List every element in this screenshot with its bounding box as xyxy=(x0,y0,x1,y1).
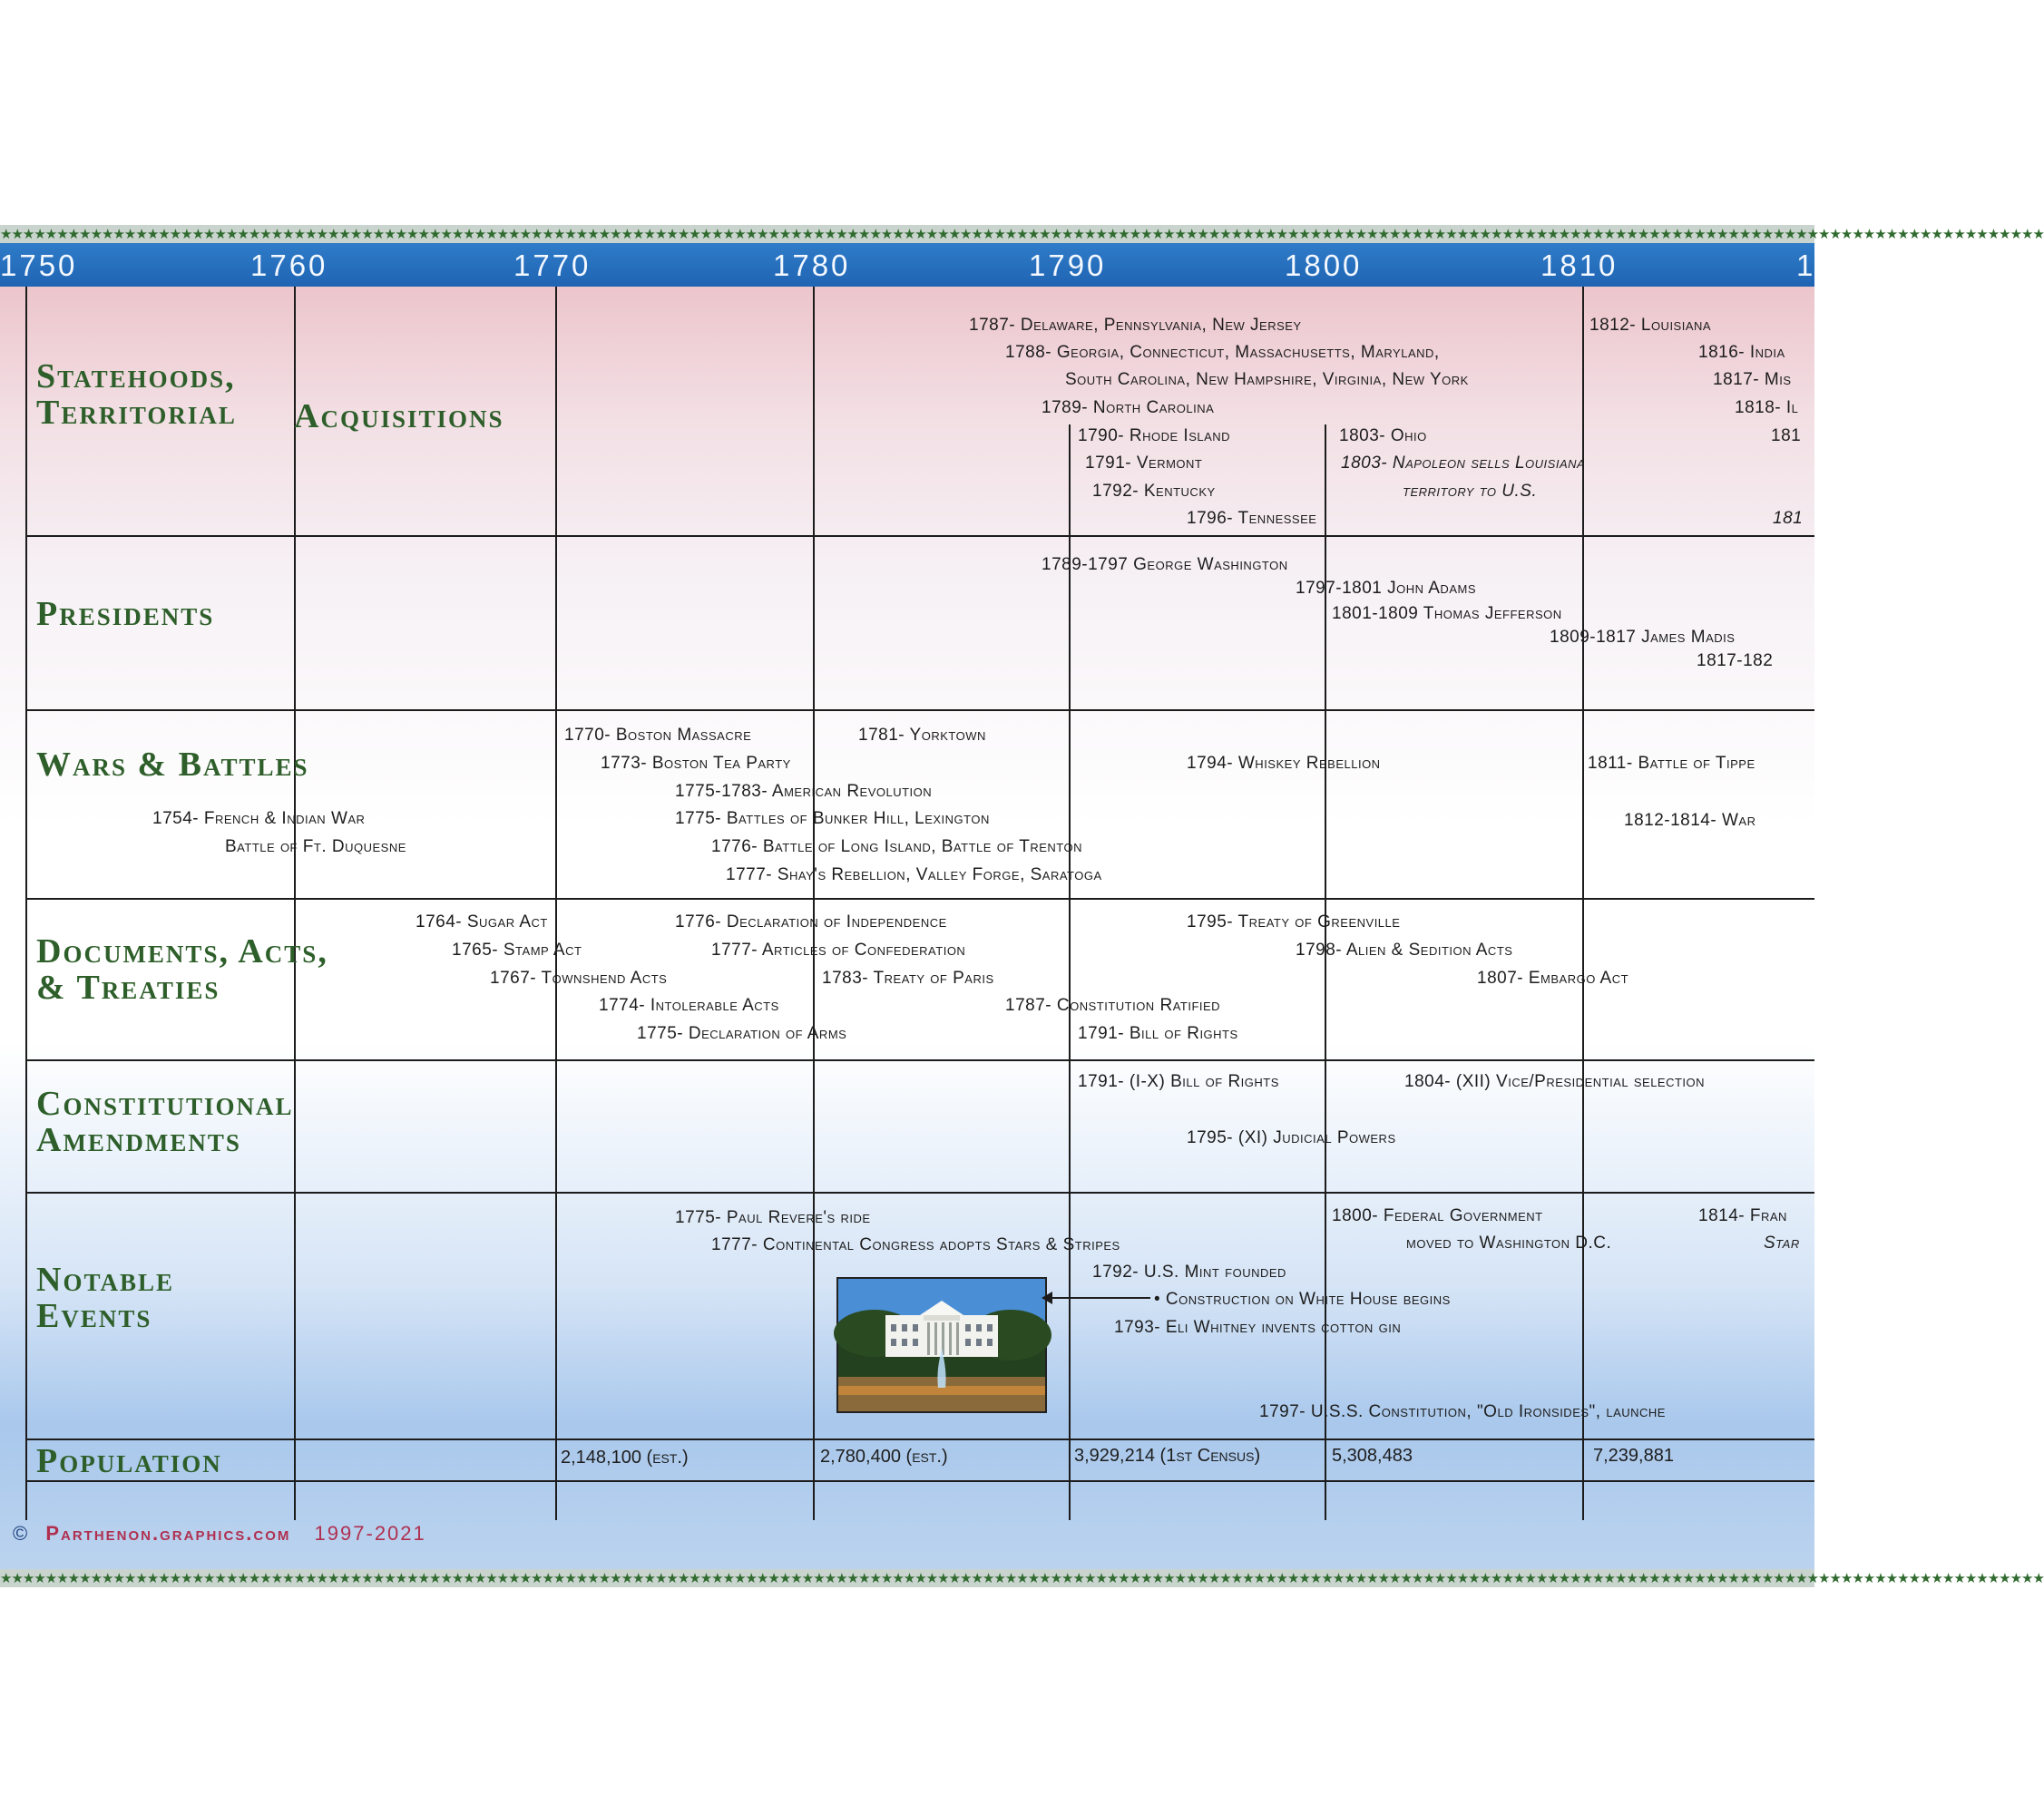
notable-text: Star xyxy=(1764,1234,1800,1253)
amendment-text: 1791- (I-X) Bill of Rights xyxy=(1078,1072,1279,1091)
war-text: 1794- Whiskey Rebellion xyxy=(1187,754,1381,773)
document-text: 1791- Bill of Rights xyxy=(1078,1024,1238,1043)
war-text: 1776- Battle of Long Island, Battle of Trenton xyxy=(711,837,1082,856)
row-divider xyxy=(25,1059,1814,1061)
event-text: territory to U.S. xyxy=(1403,482,1538,501)
notable-text: moved to Washington D.C. xyxy=(1406,1234,1612,1253)
war-text: Battle of Ft. Duquesne xyxy=(225,837,406,856)
year-label: 1780 xyxy=(773,249,851,282)
grid-line xyxy=(813,287,815,1520)
war-text: 1773- Boston Tea Party xyxy=(601,754,791,773)
president-text: 1817-182 xyxy=(1697,651,1774,670)
category-statehoods: Acquisitions xyxy=(294,397,504,435)
category-documents: & Treaties xyxy=(36,969,220,1007)
president-text: 1797-1801 John Adams xyxy=(1296,579,1476,598)
document-text: 1775- Declaration of Arms xyxy=(637,1024,847,1043)
row-divider xyxy=(25,709,1814,711)
war-text: 1777- Shay's Rebellion, Valley Forge, Saratoga xyxy=(726,865,1102,884)
notable-text: 1777- Continental Congress adopts Stars & Stripes xyxy=(711,1235,1120,1254)
year-label: 1 xyxy=(1796,249,1816,282)
event-text: 1789- North Carolina xyxy=(1042,398,1215,417)
document-text: 1765- Stamp Act xyxy=(452,941,582,960)
notable-text: 1775- Paul Revere's ride xyxy=(675,1208,871,1227)
white-house-photo xyxy=(836,1277,1047,1413)
war-text: 1811- Battle of Tippe xyxy=(1588,754,1755,773)
event-text: 1803- Napoleon sells Louisiana xyxy=(1341,454,1586,473)
star-border-top: ★★★★★★★★★★★★★★★★★★★★★★★★★★★★★★★★★★★★★★★★★★★★★★★★★★★★★★★★★★★★★★★★★★★★★★★★★★★★★★★★★★★★★★★★★★★★★★★★★★★★★★★★★★★★★★★★★★★★★★★★★★★★★★★★★★★★★★★★★★★★★★★★★★★★★★★★★★★★★★★★★★★★★★★★★★★★★★★★★★★★★ xyxy=(0,226,2044,242)
war-text: 1812-1814- War xyxy=(1624,811,1756,830)
copyright-years: 1997-2021 xyxy=(314,1522,426,1545)
population-value: 7,239,881 xyxy=(1593,1446,1674,1466)
population-value: 5,308,483 xyxy=(1332,1446,1413,1466)
event-text: 1792- Kentucky xyxy=(1092,482,1216,501)
year-axis-bar xyxy=(0,243,1814,287)
war-text: 1754- French & Indian War xyxy=(152,809,366,828)
category-amendments: Constitutional xyxy=(36,1085,294,1123)
category-population: Population xyxy=(36,1442,222,1480)
site-name: Parthenon.graphics.com xyxy=(45,1522,291,1545)
event-text: 1803- Ohio xyxy=(1339,426,1427,445)
category-amendments: Amendments xyxy=(36,1121,241,1159)
row-divider xyxy=(25,898,1814,900)
amendment-text: 1804- (XII) Vice/Presidential selection xyxy=(1404,1072,1706,1091)
year-label: 1800 xyxy=(1285,249,1363,282)
grid-line xyxy=(1069,424,1071,1520)
war-text: 1770- Boston Massacre xyxy=(564,726,752,745)
document-text: 1767- Townshend Acts xyxy=(490,969,668,988)
notable-text: 1800- Federal Government xyxy=(1332,1206,1543,1225)
document-text: 1764- Sugar Act xyxy=(416,912,548,931)
category-wars: Wars & Battles xyxy=(36,746,309,784)
population-value: 2,780,400 (est.) xyxy=(820,1447,948,1467)
category-statehoods: Territorial xyxy=(36,394,237,432)
copyright-footer xyxy=(13,1522,426,1546)
document-text: 1795- Treaty of Greenville xyxy=(1187,912,1401,931)
event-text: 1788- Georgia, Connecticut, Massachusetts, Maryland, xyxy=(1005,343,1440,362)
row-divider xyxy=(25,1480,1814,1482)
year-label: 1770 xyxy=(513,249,592,282)
document-text: 1807- Embargo Act xyxy=(1477,969,1629,988)
event-text: 181 xyxy=(1773,509,1804,528)
grid-line xyxy=(555,287,557,1520)
amendment-text: 1795- (XI) Judicial Powers xyxy=(1187,1128,1396,1147)
notable-text: • Construction on White House begins xyxy=(1154,1290,1451,1309)
year-label: 1790 xyxy=(1029,249,1107,282)
event-text: 1790- Rhode Island xyxy=(1078,426,1231,445)
document-text: 1783- Treaty of Paris xyxy=(822,969,994,988)
event-text: 1791- Vermont xyxy=(1085,454,1203,473)
president-text: 1801-1809 Thomas Jefferson xyxy=(1332,604,1562,623)
notable-text: 1792- U.S. Mint founded xyxy=(1092,1263,1286,1282)
category-documents: Documents, Acts, xyxy=(36,932,328,970)
grid-line xyxy=(25,287,27,1520)
arrow-icon xyxy=(1043,1297,1150,1299)
event-text: 181 xyxy=(1771,426,1802,445)
copyright-symbol: © xyxy=(13,1522,30,1545)
population-value: 3,929,214 (1st Census) xyxy=(1074,1446,1261,1466)
timeline-poster xyxy=(0,225,2044,1587)
notable-text: 1797- U.S.S. Constitution, "Old Ironsides", launche xyxy=(1259,1402,1666,1421)
year-label: 1750 xyxy=(0,249,78,282)
event-text: 1816- India xyxy=(1698,343,1785,362)
category-notable: Notable xyxy=(36,1261,174,1299)
event-text: 1787- Delaware, Pennsylvania, New Jersey xyxy=(969,316,1302,335)
document-text: 1787- Constitution Ratified xyxy=(1005,996,1221,1015)
category-statehoods: Statehoods, xyxy=(36,357,236,395)
war-text: 1775-1783- American Revolution xyxy=(675,782,933,801)
event-text: 1818- Il xyxy=(1735,398,1799,417)
star-border-bottom: ★★★★★★★★★★★★★★★★★★★★★★★★★★★★★★★★★★★★★★★★★★★★★★★★★★★★★★★★★★★★★★★★★★★★★★★★★★★★★★★★★★★★★★★★★★★★★★★★★★★★★★★★★★★★★★★★★★★★★★★★★★★★★★★★★★★★★★★★★★★★★★★★★★★★★★★★★★★★★★★★★★★★★★★★★★★★★★★★★★★★★ xyxy=(0,1570,2044,1586)
row-divider xyxy=(25,1192,1814,1194)
category-notable: Events xyxy=(36,1297,152,1335)
document-text: 1798- Alien & Sedition Acts xyxy=(1296,941,1513,960)
row-divider xyxy=(25,535,1814,537)
document-text: 1774- Intolerable Acts xyxy=(599,996,779,1015)
president-text: 1809-1817 James Madis xyxy=(1550,628,1736,647)
war-text: 1781- Yorktown xyxy=(858,726,986,745)
document-text: 1777- Articles of Confederation xyxy=(711,941,966,960)
event-text: South Carolina, New Hampshire, Virginia, New York xyxy=(1065,370,1469,389)
category-presidents: Presidents xyxy=(36,595,215,633)
population-value: 2,148,100 (est.) xyxy=(561,1448,689,1468)
document-text: 1776- Declaration of Independence xyxy=(675,912,947,931)
event-text: 1812- Louisiana xyxy=(1589,316,1712,335)
notable-text: 1793- Eli Whitney invents cotton gin xyxy=(1114,1318,1402,1337)
year-label: 1760 xyxy=(250,249,328,282)
row-divider xyxy=(25,1439,1814,1440)
year-label: 1810 xyxy=(1540,249,1619,282)
war-text: 1775- Battles of Bunker Hill, Lexington xyxy=(675,809,990,828)
notable-text: 1814- Fran xyxy=(1698,1206,1787,1225)
event-text: 1817- Mis xyxy=(1713,370,1792,389)
grid-line xyxy=(294,287,296,1520)
president-text: 1789-1797 George Washington xyxy=(1042,555,1288,574)
event-text: 1796- Tennessee xyxy=(1187,509,1317,528)
